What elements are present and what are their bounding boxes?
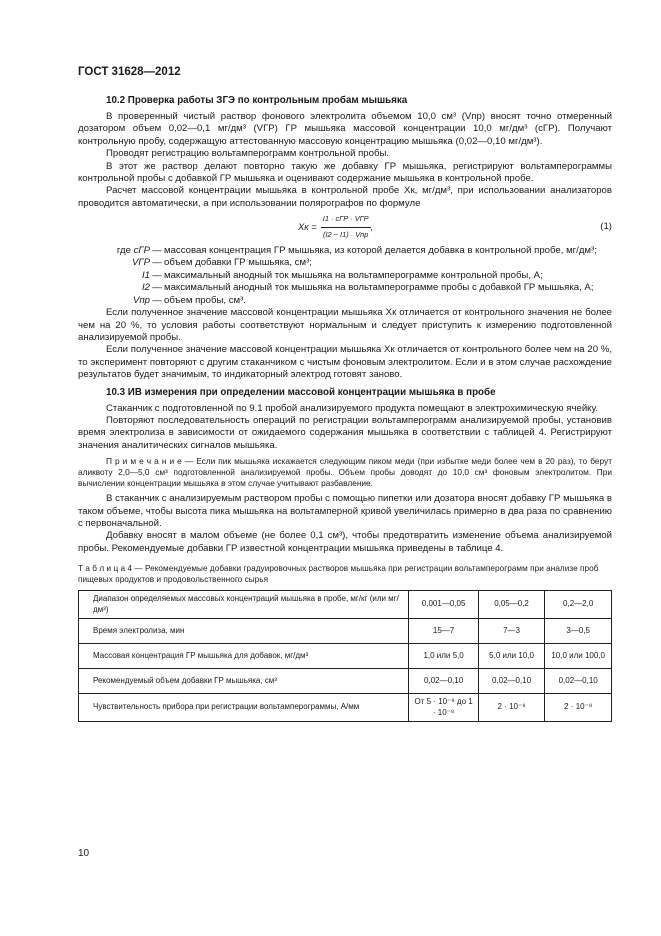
para-10-3-3: В стаканчик с анализируемым раствором пробы с помощью пипетки или дозатора вносят добавку ГР мышьяка в таком объеме, чтобы высота пика мышьяка на вольтамперной кривой увеличилась примерно в два раза по сравнению с первоначальной. [78, 493, 612, 529]
def-text: объем добавки ГР мышьяка, см³; [164, 257, 312, 269]
formula-number: (1) [600, 220, 612, 232]
para-10-2-6: Если полученное значение массовой концентрации мышьяка Xк отличается от контрольного более чем на 20 %, то эксперимент повторяют с другим стаканчиком с чистым фоновым электролитом. Если и в этом случае расхождение результатов будет значимым, то индикаторный электрод готовят заново. [78, 344, 612, 381]
def-text: массовая концентрация ГР мышьяка, из которой делается добавка в контрольной пробе, мг/дм³; [164, 245, 597, 257]
para-10-2-1: В проверенный чистый раствор фонового электролита объемом 10,0 см³ (Vпр) вносят точно отмеренный дозатором объем 0,02—0,1 мг/дм³ (VГР) ГР мышьяка массовой концентрации 10,0 мг/дм³ (cГР). Получают контрольную пробу, содержащую аттестованную массовую концентрацию мышьяка (0,02—0,10 мг/дм³). [78, 111, 612, 147]
table-cell: 2 · 10⁻⁸ [478, 694, 545, 722]
table-cell: 0,02—0,10 [478, 669, 545, 694]
formula-lhs: Xк = [298, 220, 317, 232]
para-10-3-2: Повторяют последовательность операций по регистрации вольтамперограмм анализируемой пробы, установив время электролиза в зависимости от ожидаемого содержания мышьяка в соответствии с таблицей 4. Регистрируют значения аналитических сигналов мышьяка. [78, 414, 612, 451]
definition-item: VГР — объем добавки ГР мышьяка, см³; [78, 257, 612, 269]
formula-1 [78, 213, 612, 241]
para-10-2-5: Если полученное значение массовой концентрации мышьяка Xк отличается от контрольного значения не более чем на 20 %, то условия работы соответствуют нормальным и следует приступить к измерению подготовленной анализируемой пробы. [78, 307, 612, 343]
formula-numerator: I1 · cГР · VГР [321, 213, 371, 227]
table-caption: Т а б л и ц а 4 — Рекомендуемые добавки градуировочных растворов мышьяка при регистрации вольтамперограмм при анализе проб пищевых продуктов и продовольственного сырья [78, 564, 599, 585]
para-10-3-1: Стаканчик с подготовленной по 9.1 пробой анализируемого продукта помещают в электрохимическую ячейку. [106, 402, 598, 414]
table-cell: От 5 · 10⁻⁹ до 1 · 10⁻⁸ [409, 694, 478, 722]
row-label: Время электролиза, мин [79, 619, 409, 644]
def-symbol: I1 [141, 269, 150, 281]
para-10-2-2: Проводят регистрацию вольтамперограмм контрольной пробы. [106, 148, 390, 160]
table-row [79, 591, 612, 619]
definition-item: I1 — максимальный анодный ток мышьяка на вольтамперограмме контрольной пробы, А; [78, 270, 612, 282]
formula-fraction [321, 213, 371, 241]
table-cell: 5,0 или 10,0 [478, 644, 545, 669]
def-symbol: Vпр [132, 294, 150, 306]
table-cell: 0,02—0,10 [545, 669, 612, 694]
row-label: Диапазон определяемых массовых концентраций мышьяка в пробе, мг/кг (или мг/дм³) [79, 591, 409, 619]
table-cell: 0,001—0,05 [409, 591, 478, 619]
section-10-3-title: 10.3 ИВ измерения при определении массовой концентрации мышьяка в пробе [106, 386, 496, 398]
table-cell: 2 · 10⁻⁸ [545, 694, 612, 722]
definition-item: Vпр — объем пробы, см³. [78, 295, 612, 307]
def-text: объем пробы, см³. [164, 294, 246, 306]
page-number: 10 [78, 848, 90, 859]
table-cell: 1,0 или 5,0 [409, 644, 478, 669]
table-cell: 10,0 или 100,0 [545, 644, 612, 669]
standard-header: ГОСТ 31628—2012 [78, 66, 181, 78]
main-text [78, 94, 612, 722]
table-cell: 7—3 [478, 619, 545, 644]
table-cell: 0,05—0,2 [478, 591, 545, 619]
formula-denominator: (I2 − I1) · Vпр [323, 229, 369, 239]
para-10-3-4: Добавку вносят в малом объеме (не более 0,1 см³), чтобы предотвратить изменение объема анализируемой пробы. Рекомендуемые добавки ГР известной концентрации мышьяка приведены в таблице 4. [78, 530, 612, 554]
def-prefix: где [116, 245, 134, 257]
def-symbol: cГР [133, 245, 150, 257]
variable-definitions [78, 245, 612, 307]
table-row [79, 644, 612, 669]
row-label: Чувствительность прибора при регистрации вольтамперограммы, А/мм [79, 694, 409, 722]
section-10-2-title: 10.2 Проверка работы ЗГЭ по контрольным пробам мышьяка [106, 95, 408, 106]
table-cell: 0,02—0,10 [409, 669, 478, 694]
table-4 [78, 590, 612, 722]
para-10-2-3: В этот же раствор делают повторно такую же добавку ГР мышьяка, регистрируют вольтамперограммы контрольной пробы с добавкой ГР мышьяка и оценивают содержание мышьяка в контрольной пробе. [78, 160, 612, 185]
def-symbol: I2 [141, 282, 150, 294]
table-row [79, 619, 612, 644]
table-cell: 0,2—2,0 [545, 591, 612, 619]
row-label: Массовая концентрация ГР мышьяка для добавок, мг/дм³ [79, 644, 409, 669]
definition-item: где cГР — массовая концентрация ГР мышьяка, из которой делается добавка в контрольной пробе, мг/дм³; [78, 245, 612, 257]
table-row [79, 669, 612, 694]
table-row [79, 694, 612, 722]
def-text: максимальный анодный ток мышьяка на вольтамперограмме пробы с добавкой ГР мышьяка, А; [164, 282, 594, 294]
def-text: максимальный анодный ток мышьяка на вольтамперограмме контрольной пробы, А; [164, 269, 543, 281]
row-label: Рекомендуемый объем добавки ГР мышьяка, см³ [79, 669, 409, 694]
note: П р и м е ч а н и е — Если пик мышьяка искажается следующим пиком меди (при избытке меди более чем в 20 раз), то берут аликвоту 2,0—5,0 см³ подготовленной анализируемой пробы. Объем пробы доводят до 10,0 см³ фоновым электролитом. При вычислении концентрации мышьяка в этом случае учитывают разбавление. [78, 456, 612, 489]
para-10-2-4: Расчет массовой концентрации мышьяка в контрольной пробе Xк, мг/дм³, при использовании анализаторов проводится автоматически, а при использовании полярографов по формуле [78, 185, 612, 209]
formula-tail: , [370, 220, 374, 232]
definition-item: I2 — максимальный анодный ток мышьяка на вольтамперограмме пробы с добавкой ГР мышьяка, А; [78, 282, 612, 294]
table-cell: 15—7 [409, 619, 478, 644]
def-symbol: VГР [131, 257, 150, 269]
table-cell: 3—0,5 [545, 619, 612, 644]
